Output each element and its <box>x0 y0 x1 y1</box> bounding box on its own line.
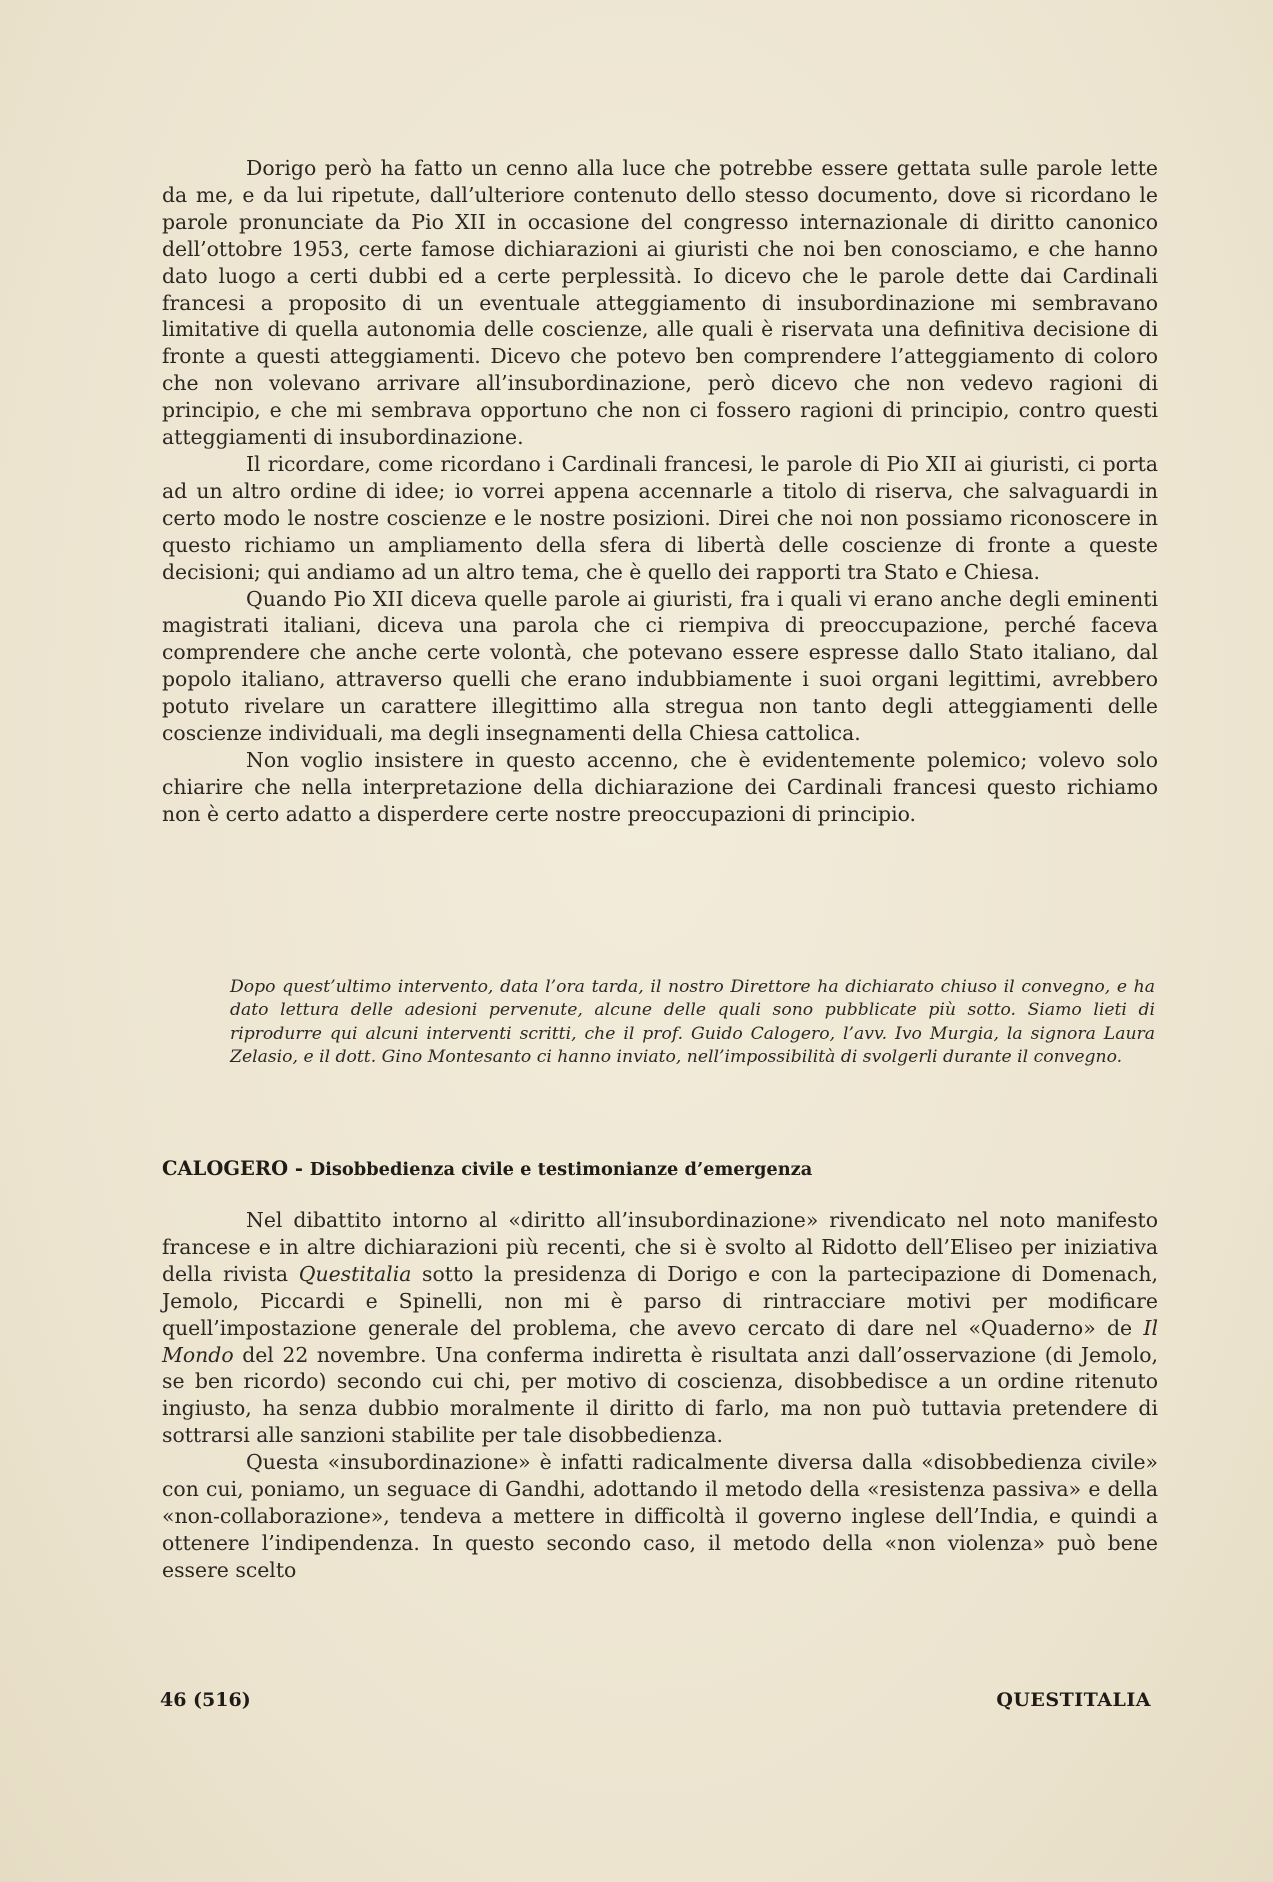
section-heading <box>162 1157 1158 1180</box>
calogero-article <box>162 1207 1158 1584</box>
paragraph: Questa «insubordinazione» è infatti radicalmente diversa dalla «disobbedienza civile» con cui, poniamo, un seguace di Gandhi, adottando il metodo della «resistenza passiva» e della «non-collaborazione», tendeva a mettere in difficoltà il governo inglese dell’India, e quindi a ottenere l’indipendenza. In questo secondo caso, il metodo della «non violenza» può bene essere scelto <box>162 1450 1158 1582</box>
paragraph: Non voglio insistere in questo accenno, che è evidentemente polemico; volevo solo chiarire che nella interpretazione della dichiarazione dei Cardinali francesi questo richiamo non è certo adatto a disperdere certe nostre preoccupazioni di principio. <box>162 747 1158 826</box>
paragraph: Il ricordare, come ricordano i Cardinali francesi, le parole di Pio XII ai giuristi, ci porta ad un altro ordine di idee; io vorrei appena accennarle a titolo di riserva, che salvaguardi in certo modo le nostre coscienze e le nostre posizioni. Direi che noi non possiamo riconoscere in questo richiamo un ampliamento della sfera di libertà delle coscienze di fronte a queste decisioni; qui andiamo ad un altro tema, che è quello dei rapporti tra Stato e Chiesa. <box>162 451 1158 584</box>
heading-separator: - <box>288 1157 310 1180</box>
running-footer: QUESTITALIA <box>996 1689 1151 1711</box>
text-run: del 22 novembre. Una conferma indiretta è risultata anzi dall’osservazione (di Jemolo, se ben ricordo) secondo cui chi, per motivo di coscienza, disobbedisce a un ordine ritenuto ingiusto, ha senza dubbio moralmente il diritto di farlo, ma non può tuttavia pretendere di sottrarsi alle sanzioni stabilite per tale disobbedienza. <box>162 1342 1158 1448</box>
text-run: sotto la presidenza di Dorigo e con la partecipazione di Domenach, Jemolo, Piccardi e Spinelli, non mi è parso di rintracciare motivi per modificare quell’impostazione generale del problema, che avevo cercato di dare nel «Quaderno» de <box>162 1261 1158 1340</box>
journal-title: Questitalia <box>298 1261 412 1286</box>
paragraph <box>162 1207 1158 1449</box>
text-run: Nel dibattito intorno al «diritto all’insubordinazione» rivendicato nel noto manifesto francese e in altre dichiarazioni più recenti, che si è svolto al Ridotto dell’Eliseo per iniziativa della rivista <box>162 1208 1158 1286</box>
heading-title: Disobbedienza civile e testimonianze d’emergenza <box>309 1159 813 1180</box>
heading-author: CALOGERO <box>162 1157 289 1180</box>
article-continuation <box>162 155 1158 828</box>
newspaper-title: Il Mondo <box>162 1315 1158 1367</box>
editor-note: Dopo quest’ultimo intervento, data l’ora tarda, il nostro Direttore ha dichiarato chiuso il convegno, e ha dato lettura delle adesioni pervenute, alcune delle quali sono pubblicate più sotto. Siamo lieti di riprodurre qui alcuni interventi scritti, che il prof. Guido Calogero, l’avv. Ivo Murgia, la signora Laura Zelasio, e il dott. Gino Montesanto ci hanno inviato, nell’impossibilità di svolgerli durante il convegno. <box>230 977 1155 1068</box>
page-number: 46 (516) <box>160 1689 251 1711</box>
paragraph: Dorigo però ha fatto un cenno alla luce che potrebbe essere gettata sulle parole lette da me, e da lui ripetute, dall’ulteriore contenuto dello stesso documento, dove si ricordano le parole pronunciate da Pio XII in occasione del congresso internazionale di diritto canonico dell’ottobre 1953, certe famose dichiarazioni ai giuristi che noi ben conosciamo, e che hanno dato luogo a certi dubbi ed a certe perplessità. Io dicevo che le parole dette dai Cardinali francesi a proposito di un eventuale atteggiamento di insubordinazione mi sembravano limitative di quella autonomia delle coscienze, alle quali è riservata una definitiva decisione di fronte a questi atteggiamenti. Dicevo che potevo ben comprendere l’atteggiamento di coloro che non volevano arrivare all’insubordinazione, però dicevo che non vedevo ragioni di principio, e che mi sembrava opportuno che non ci fossero ragioni di principio, contro questi atteggiamenti di insubordinazione. <box>162 156 1158 450</box>
paragraph: Quando Pio XII diceva quelle parole ai giuristi, fra i quali vi erano anche degli eminenti magistrati italiani, diceva una parola che ci riempiva di preoccupazione, perché faceva comprendere che anche certe volontà, che potevano essere espresse dallo Stato italiano, dal popolo italiano, attraverso quelli che erano indubbiamente i suoi organi legittimi, avrebbero potuto rivelare un carattere illegittimo alla stregua non tanto degli atteggiamenti delle coscienze individuali, ma degli insegnamenti della Chiesa cattolica. <box>162 586 1158 746</box>
